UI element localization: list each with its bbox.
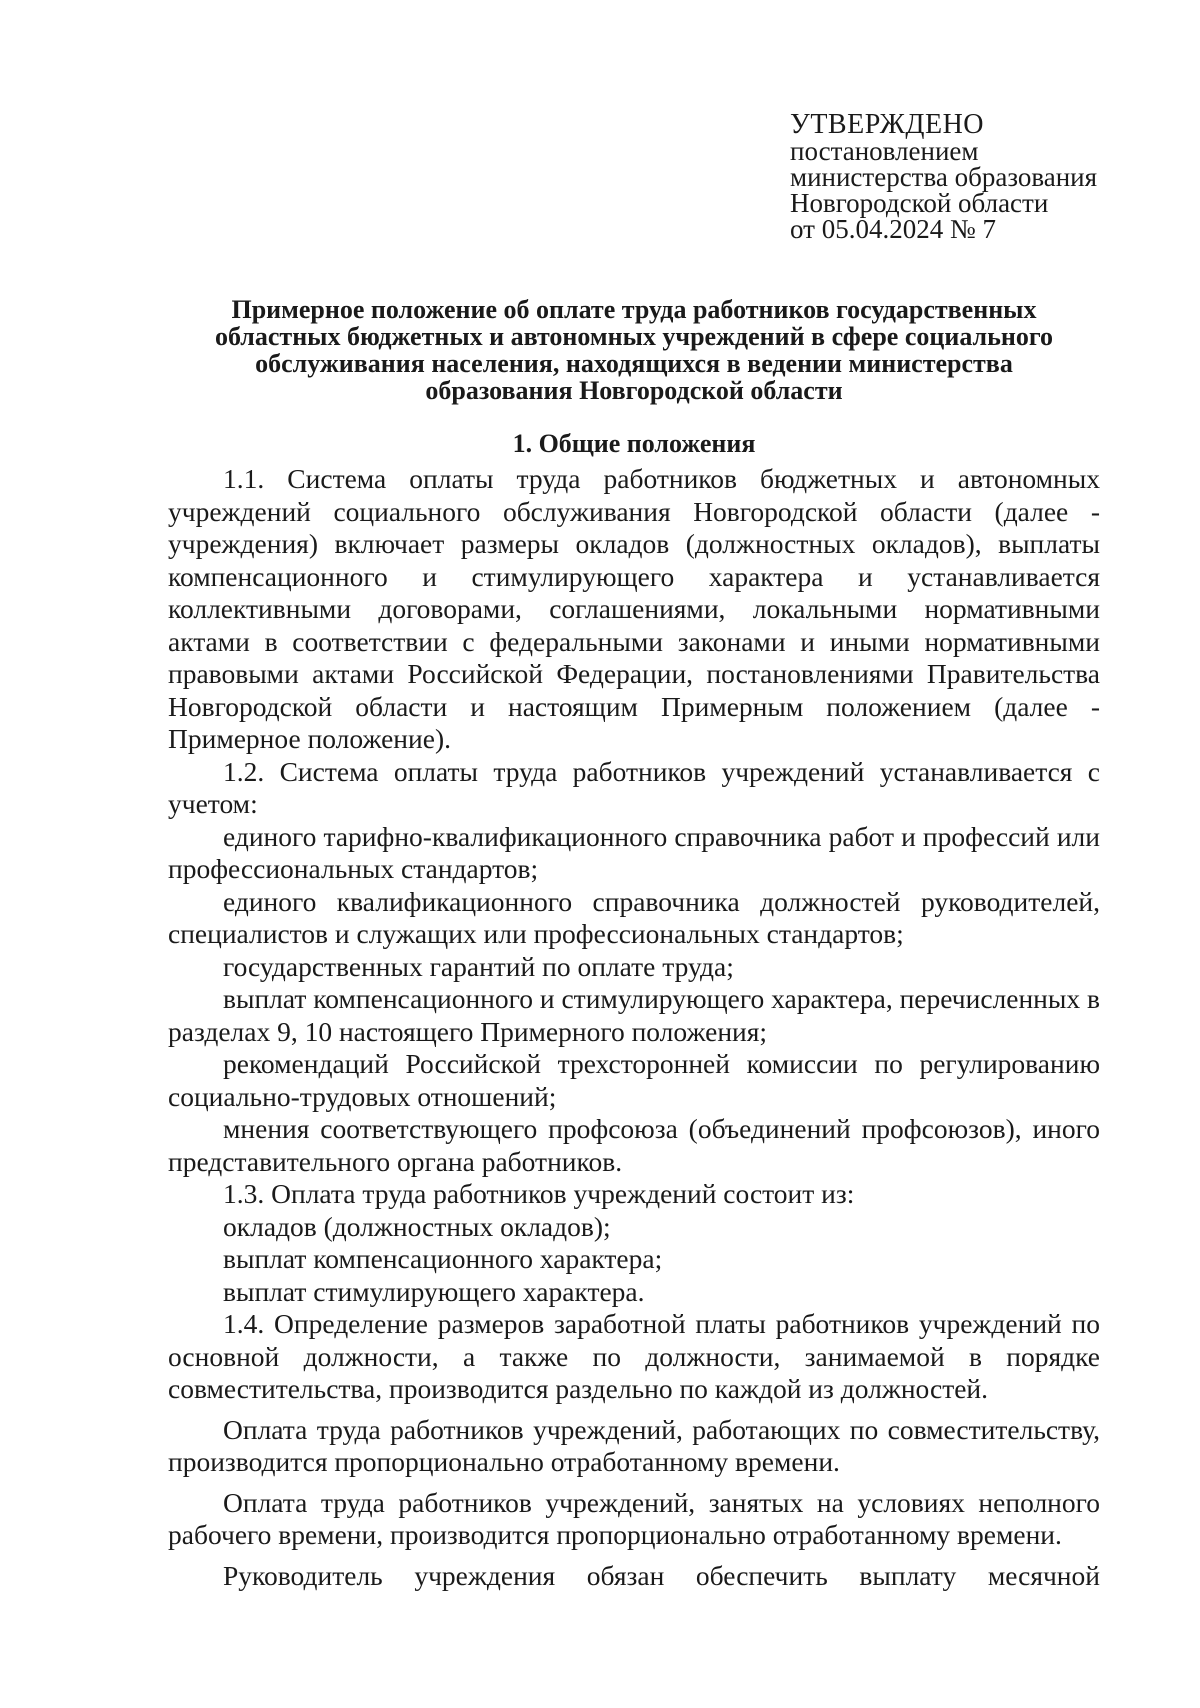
approval-line: постановлением (790, 136, 979, 166)
paragraph: выплат компенсационного и стимулирующего характера, перечисленных в разделах 9, 10 настоящего Примерного положения; (168, 983, 1100, 1047)
paragraph: Руководитель учреждения обязан обеспечить выплату месячной (223, 1559, 1100, 1591)
paragraph: Оплата труда работников учреждений, работающих по совместительству, производится пропорционально отработанному времени. (168, 1413, 1100, 1477)
title-line: обслуживания населения, находящихся в ведении министерства (255, 349, 1013, 378)
paragraph: 1.2. Система оплаты труда работников учреждений устанавливается с учетом: (168, 755, 1100, 819)
paragraph: рекомендаций Российской трехсторонней комиссии по регулированию социально-трудовых отношений; (168, 1048, 1100, 1112)
approval-line: министерства образования (790, 162, 1098, 192)
section-heading: 1. Общие положения (512, 429, 756, 458)
approval-heading: УТВЕРЖДЕНО (790, 109, 985, 140)
approval-line: от 05.04.2024 № 7 (790, 214, 996, 244)
title-line: областных бюджетных и автономных учреждений в сфере социального (214, 322, 1054, 351)
paragraph: мнения соответствующего профсоюза (объединений профсоюзов), иного представительного органа работников. (168, 1113, 1100, 1177)
paragraph: единого квалификационного справочника должностей руководителей, специалистов и служащих или профессиональных стандартов; (168, 885, 1100, 949)
paragraph: 1.3. Оплата труда работников учреждений состоит из: (223, 1178, 855, 1209)
paragraph: 1.4. Определение размеров заработной платы работников учреждений по основной должности, а также по должности, занимаемой в порядке совместительства, производится раздельно по каждой из должностей. (168, 1308, 1100, 1404)
paragraph: государственных гарантий по оплате труда; (223, 950, 734, 982)
approval-line: Новгородской области (790, 188, 1049, 218)
paragraph: окладов (должностных окладов); (223, 1210, 611, 1242)
paragraph: выплат компенсационного характера; (223, 1243, 663, 1274)
title-line: Примерное положение об оплате труда работников государственных (231, 295, 1037, 324)
approval-stamp (790, 109, 1170, 244)
paragraph: выплат стимулирующего характера. (223, 1275, 645, 1307)
document-title (168, 296, 1100, 404)
paragraph: 1.1. Система оплаты труда работников бюджетных и автономных учреждений социального обслуживания Новгородской области (далее - учреждения) включает размеры окладов (должностных окладов), выплаты компенсационного и стимулирующего характера и устанавливается коллективными договорами, соглашениями, локальными нормативными актами в соответствии с федеральными законами и иными нормативными правовыми актами Российской Федерации, постановлениями Правительства Новгородской области и настоящим Примерным положением (далее - Примерное положение). (168, 463, 1100, 754)
paragraph: единого тарифно-квалификационного справочника работ и профессий или профессиональных стандартов; (168, 820, 1100, 884)
title-line: образования Новгородской области (425, 376, 843, 405)
document-body (168, 463, 1100, 1592)
paragraph: Оплата труда работников учреждений, занятых на условиях неполного рабочего времени, производится пропорционально отработанному времени. (168, 1486, 1100, 1550)
